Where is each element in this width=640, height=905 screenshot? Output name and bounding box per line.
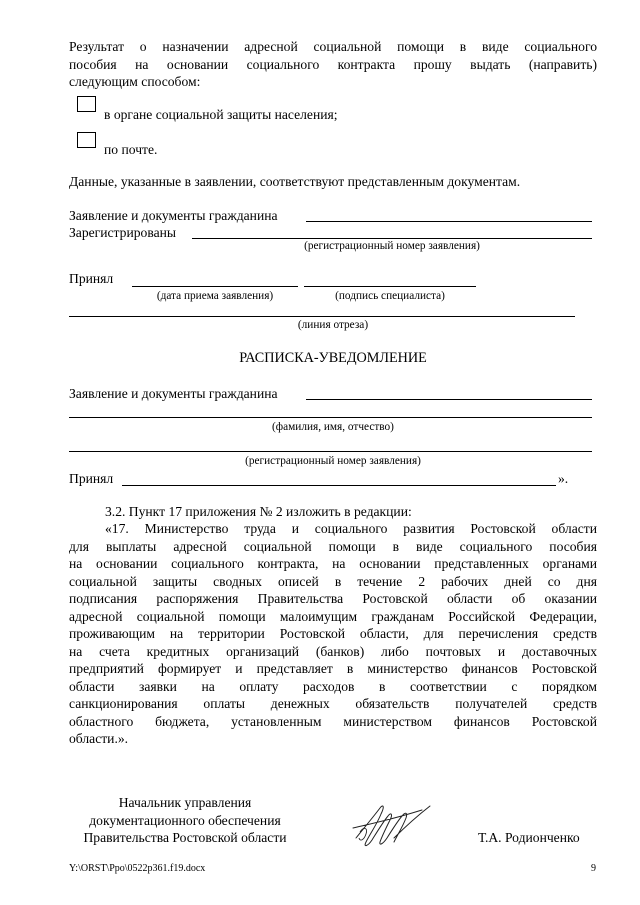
clause-line: области.». [69,731,129,746]
receipt-accepted-label: Принял [69,471,114,486]
clause-heading: 3.2. Пункт 17 приложения № 2 изложить в редакции: [105,504,412,519]
registered-label: Зарегистрированы [69,225,177,240]
checkbox-social-protection[interactable] [77,96,96,112]
clause-line: адресной социальной помощи малоимущим гражданам Российской Федерации, [69,608,597,624]
position-line: документационного обеспечения [89,812,281,828]
signatory-name: Т.А. Родионченко [478,830,580,845]
closing-quote: ». [558,471,569,486]
option-social-protection-label: в органе социальной защиты населения; [104,107,338,122]
intro-paragraph [69,38,597,91]
intro-line: пособия на основании социального контракта прошу выдать (направить) [69,56,597,72]
clause-line: подписания распоряжения Правительства Ростовской области об оказании [69,591,597,606]
receipt-title: РАСПИСКА-УВЕДОМЛЕНИЕ [239,350,427,366]
page-number: 9 [591,863,596,874]
signature-caption: (подпись специалиста) [335,290,445,302]
position-line: Начальник управления [118,795,252,810]
confirmation-text: Данные, указанные в заявлении, соответствуют представленным документам. [69,174,521,189]
receipt-docs-label: Заявление и документы гражданина [69,386,278,401]
clause-line: социальной защиты сводных описей в течение 2 рабочих дней со дня [69,573,597,589]
accepted-label: Принял [69,271,114,286]
receipt-accepted-blank-line[interactable] [122,485,556,486]
clause-line: области заявки на оплату расходов в соответствии с порядком [69,678,597,694]
clause-line: областного бюджета, установленным министерством финансов Ростовской [69,713,597,729]
clause-text [69,520,597,748]
docs-label: Заявление и документы гражданина [69,208,278,223]
clause-line: на счета кредитных организаций (банков) либо почтовых и доставочных [69,643,597,659]
receipt-reg-blank-line[interactable] [69,451,592,452]
registered-blank-line[interactable] [192,238,592,239]
option-post-label: по почте. [104,142,158,157]
handwritten-signature [350,798,436,854]
cut-line [69,316,575,317]
clause-line: проживающим на территории Ростовской области, для перечисления средств [69,626,597,641]
reg-number-caption: (регистрационный номер заявления) [304,240,480,252]
fio-caption: (фамилия, имя, отчество) [272,421,394,433]
signature-blank-line[interactable] [304,286,476,287]
position-block [69,794,301,847]
clause-line: предприятий формирует и представляет в министерство финансов Ростовской [69,661,597,676]
clause-line: для выплаты адресной социальной помощи в виде социального пособия [69,538,597,554]
position-line: Правительства Ростовской области [83,830,287,845]
checkbox-post[interactable] [77,132,96,148]
intro-line: Результат о назначении адресной социальной помощи в виде социального [69,39,597,54]
receipt-docs-blank-line[interactable] [306,399,592,400]
footer-file-path: Y:\ORST\Ppo\0522p361.f19.docx [69,863,206,874]
clause-line: на основании социального контракта, на основании представленных органами [69,556,597,571]
receipt-reg-caption: (регистрационный номер заявления) [245,455,421,467]
clause-line: санкционирования оплаты денежных обязательств получателей средств [69,696,597,711]
cut-line-caption: (линия отреза) [297,319,369,331]
intro-line: следующим способом: [69,74,201,89]
date-caption: (дата приема заявления) [156,290,274,302]
docs-blank-line[interactable] [306,221,592,222]
clause-line: «17. Министерство труда и социального развития Ростовской области [105,521,597,536]
receipt-fio-blank-line[interactable] [69,417,592,418]
date-blank-line[interactable] [132,286,298,287]
